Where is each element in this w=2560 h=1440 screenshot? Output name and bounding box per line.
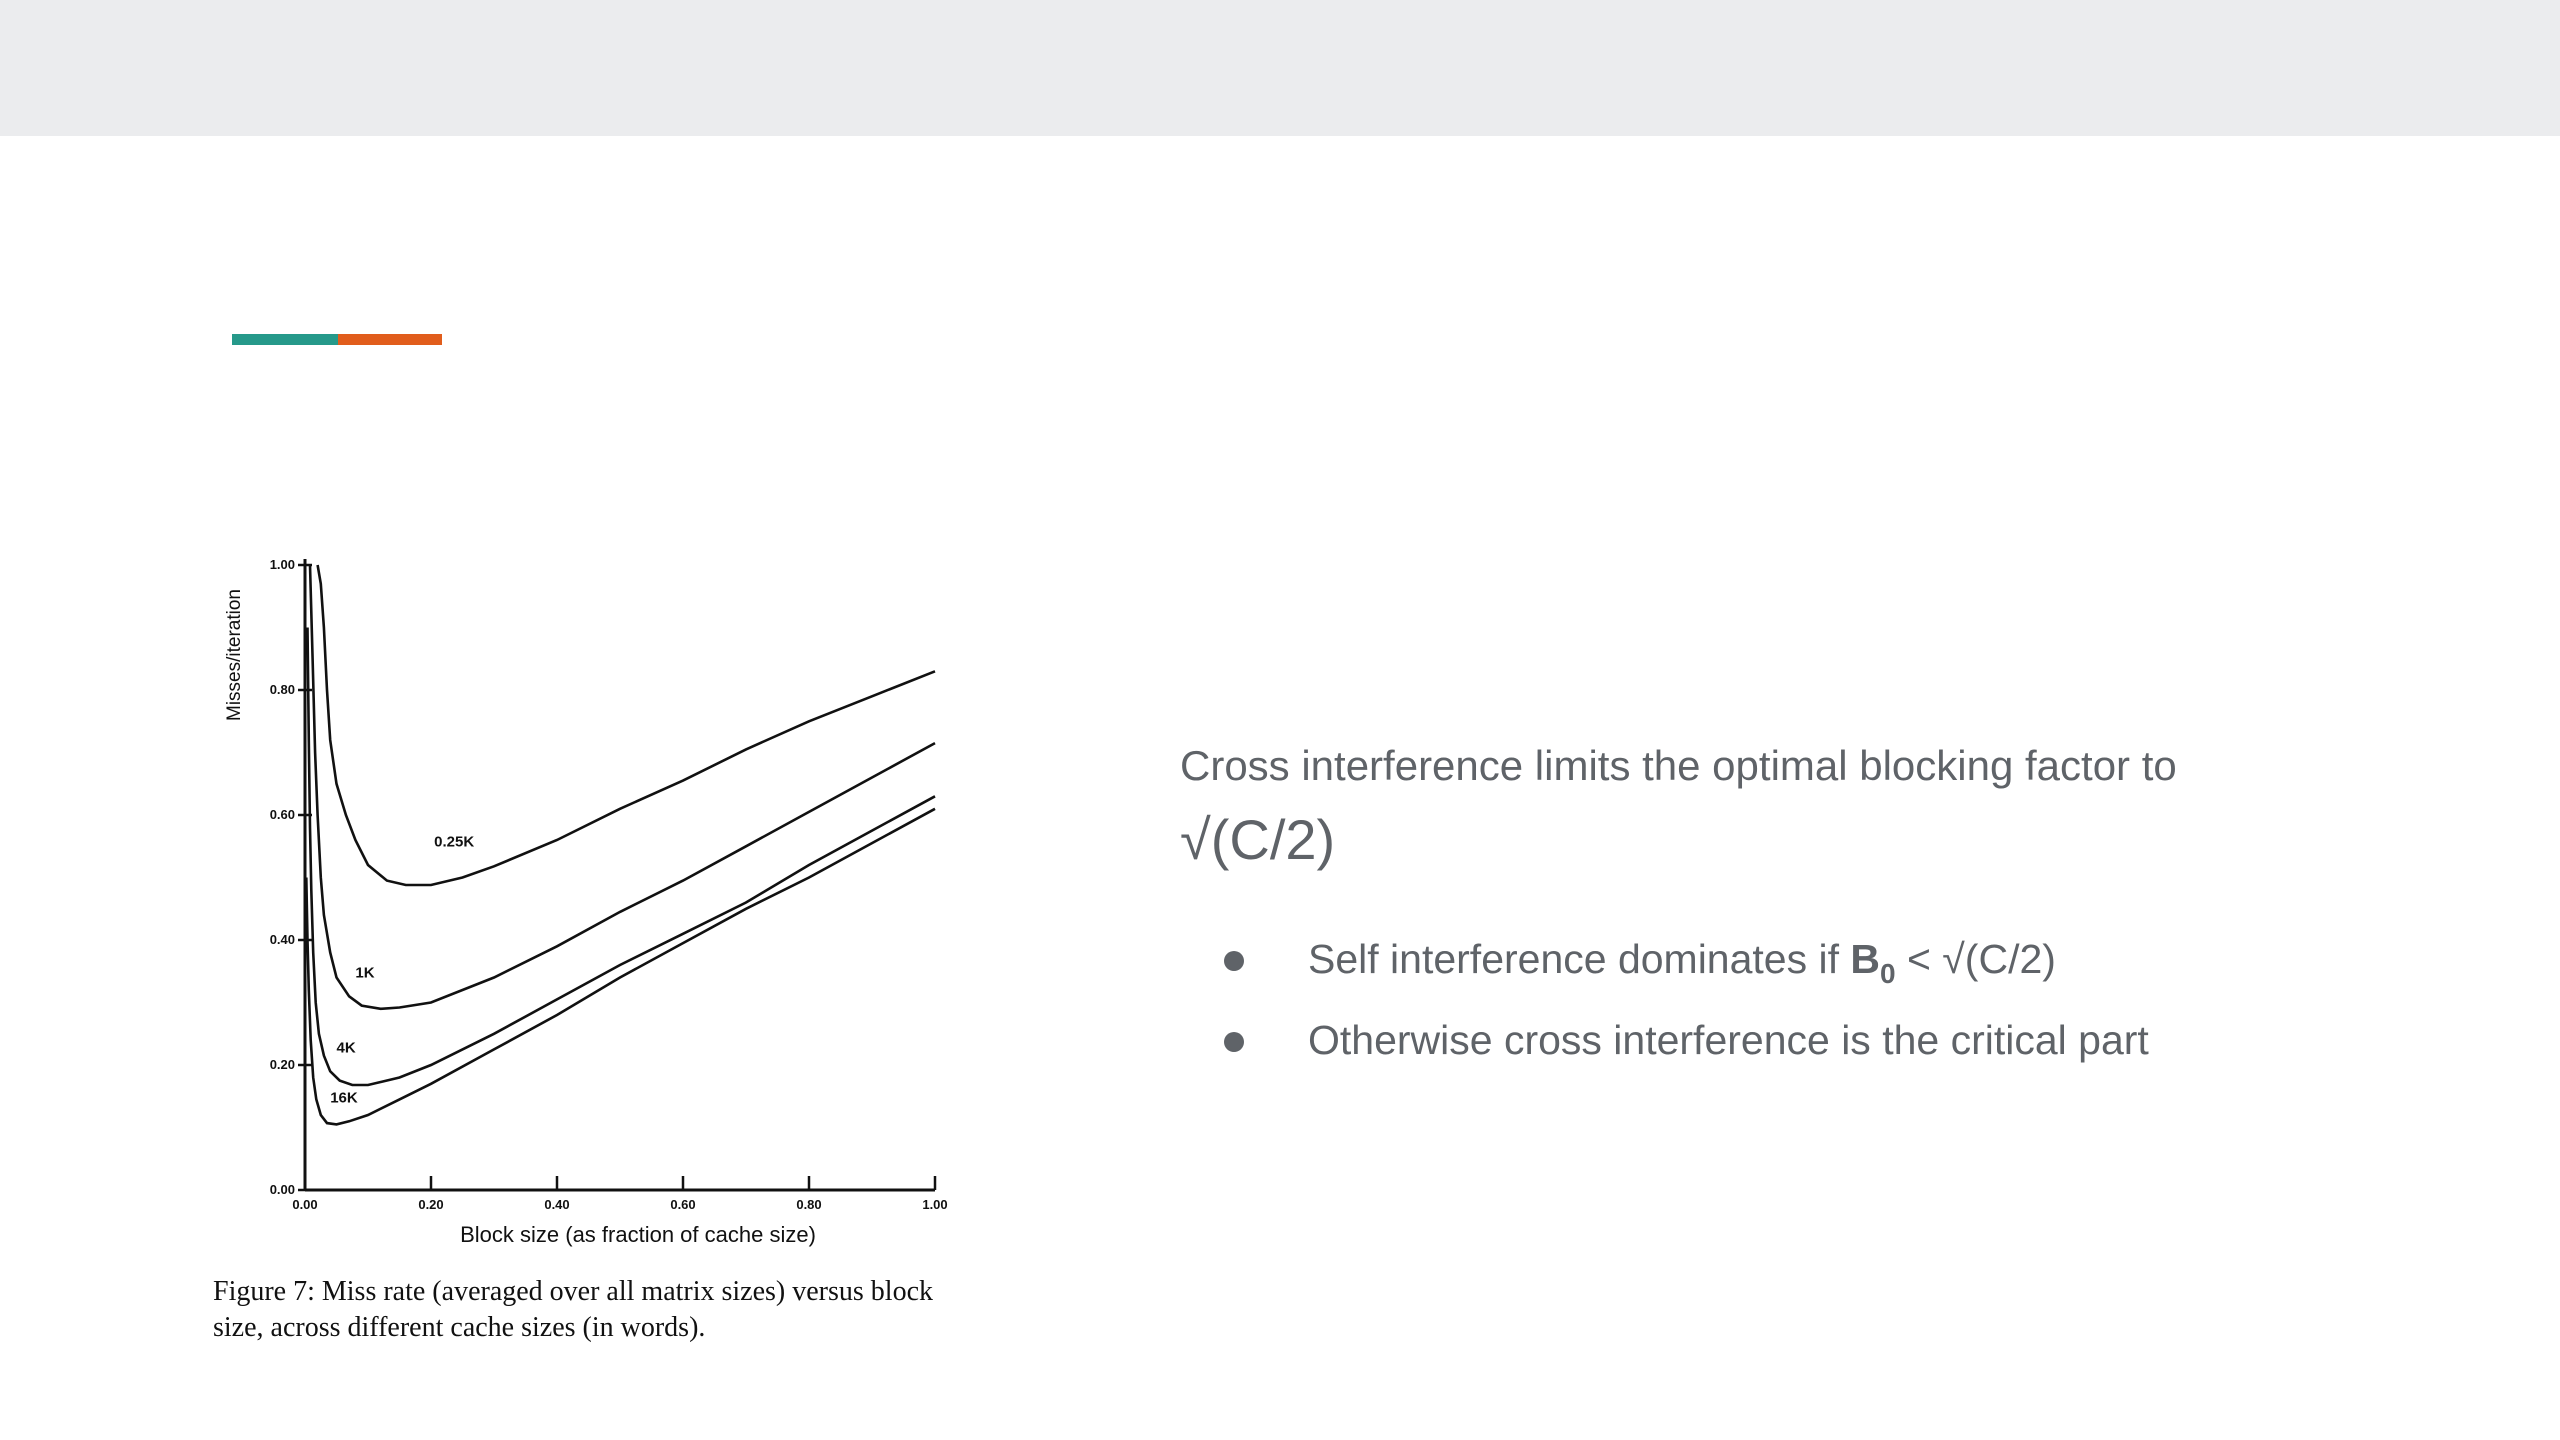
series-line-1k	[310, 565, 935, 1009]
y-tick-label: 0.40	[269, 932, 295, 947]
bullet-item-cross-interference	[1220, 1007, 2149, 1073]
y-tick-label: 0.00	[269, 1182, 295, 1197]
accent-bar-teal	[232, 334, 338, 345]
series-label-16k: 16K	[330, 1089, 358, 1107]
series-line-4k	[308, 628, 936, 1086]
body-text-line-2: √(C/2)	[1180, 808, 1336, 871]
y-tick-label: 0.20	[269, 1057, 295, 1072]
x-tick-label: 0.40	[544, 1197, 570, 1212]
y-tick-label: 1.00	[269, 557, 295, 572]
x-axis-label: Block size (as fraction of cache size)	[460, 1222, 816, 1247]
bullet-list	[1220, 926, 2149, 1073]
body-text-line-1: Cross interference limits the optimal blocking factor to	[1180, 742, 2177, 789]
bullet-1-prefix: Self interference dominates if	[1308, 936, 1851, 982]
bullet-dot-icon	[1224, 951, 1244, 971]
x-tick-label: 0.60	[670, 1197, 696, 1212]
x-tick-label: 1.00	[922, 1197, 948, 1212]
x-tick-label: 0.20	[418, 1197, 444, 1212]
y-tick-label: 0.80	[269, 682, 295, 697]
caption-line-2: size, across different cache sizes (in words).	[213, 1312, 706, 1343]
bullet-dot-icon	[1224, 1032, 1244, 1052]
y-tick-label: 0.60	[269, 807, 295, 822]
figure-caption	[213, 1274, 1073, 1346]
series-label-4k: 4K	[336, 1039, 356, 1057]
x-tick-label: 0.00	[292, 1197, 318, 1212]
bullet-2-text: Otherwise cross interference is the critical part	[1308, 1017, 2149, 1063]
caption-line-1: Figure 7: Miss rate (averaged over all matrix sizes) versus block	[213, 1276, 934, 1307]
series-label-0.25k: 0.25K	[434, 833, 475, 851]
series-label-1k: 1K	[355, 964, 375, 982]
bullet-1-suffix: < √(C/2)	[1895, 936, 2056, 982]
y-axis-label: Misses/iteration	[224, 589, 245, 721]
bullet-item-self-interference	[1220, 926, 2149, 1007]
miss-rate-chart	[200, 540, 1080, 1260]
series-line-0.25k	[318, 565, 935, 885]
bullet-1-subscript: 0	[1880, 958, 1896, 989]
bullet-1-symbol: B	[1850, 936, 1880, 982]
accent-bar-orange	[338, 334, 442, 345]
top-band	[0, 0, 2560, 136]
x-tick-label: 0.80	[796, 1197, 822, 1212]
